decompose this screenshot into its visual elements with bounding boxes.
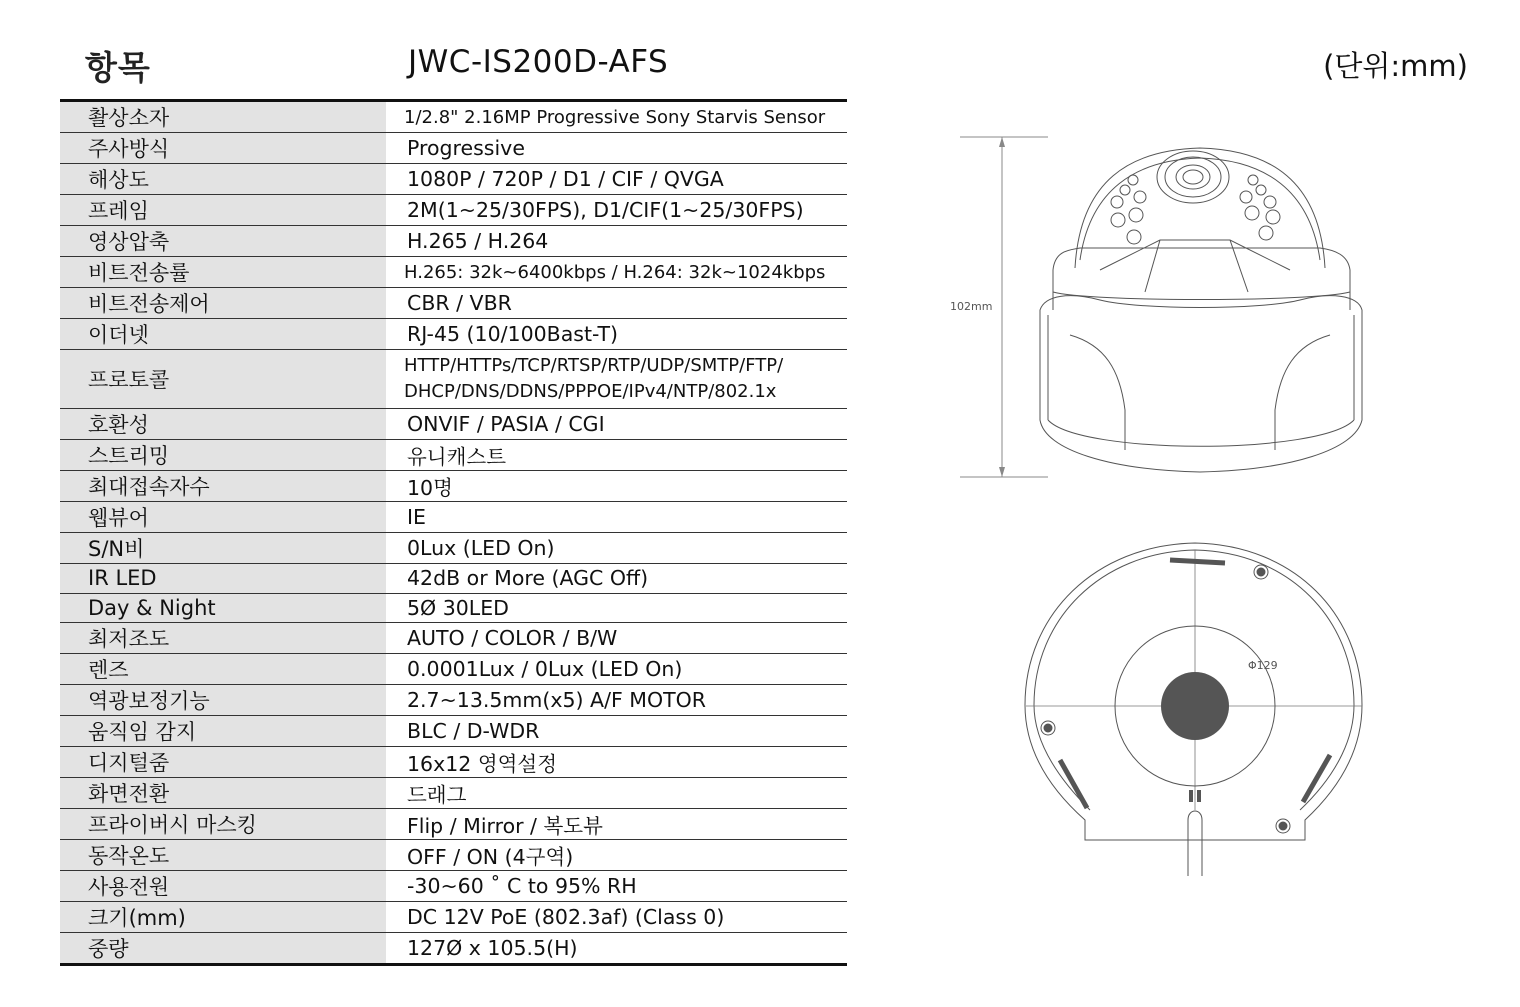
spec-value: ONVIF / PASIA / CGI (386, 409, 847, 440)
spec-row (60, 933, 847, 965)
spec-row (60, 533, 847, 564)
spec-value: Flip / Mirror / 복도뷰 (386, 809, 847, 840)
spec-label: 웹뷰어 (60, 502, 386, 533)
diameter-dimension-label: Φ129 (1248, 659, 1278, 672)
spec-row (60, 840, 847, 871)
spec-value: 127Ø x 105.5(H) (407, 936, 578, 960)
spec-label: 최저조도 (60, 623, 386, 654)
spec-value: H.265: 32k~6400kbps / H.264: 32k~1024kbps (386, 257, 847, 288)
spec-label: 호환성 (60, 409, 386, 440)
spec-label: 중량 (60, 933, 386, 965)
height-dimension-label: 102mm (950, 300, 993, 313)
spec-label: 프로토콜 (60, 350, 386, 409)
spec-row (60, 871, 847, 902)
spec-row (60, 809, 847, 840)
camera-side-view (960, 137, 1362, 477)
spec-row (60, 564, 847, 594)
spec-row (60, 747, 847, 778)
spec-label: S/N비 (60, 533, 386, 564)
spec-value: 1/2.8" 2.16MP Progressive Sony Starvis Sensor (386, 101, 847, 133)
spec-label: 해상도 (60, 164, 386, 195)
spec-label: 사용전원 (60, 871, 386, 902)
spec-row (60, 654, 847, 685)
spec-row (60, 716, 847, 747)
spec-value: IE (386, 502, 847, 533)
spec-row (60, 685, 847, 716)
spec-label: 역광보정기능 (60, 685, 386, 716)
spec-value: OFF / ON (4구역) (386, 840, 847, 871)
spec-label: 프레임 (60, 195, 386, 226)
spec-label: 동작온도 (60, 840, 386, 871)
spec-label: Day & Night (60, 593, 386, 623)
spec-row (60, 101, 847, 133)
spec-value: DC 12V PoE (802.3af) (Class 0) (386, 902, 847, 933)
spec-row (60, 350, 847, 409)
spec-row (60, 502, 847, 533)
spec-value-line: DHCP/DNS/DDNS/PPPOE/IPv4/NTP/802.1x (404, 381, 777, 402)
spec-value: 1080P / 720P / D1 / CIF / QVGA (386, 164, 847, 195)
spec-row (60, 471, 847, 502)
spec-row (60, 195, 847, 226)
spec-row (60, 288, 847, 319)
spec-label: 크기(mm) (60, 902, 386, 933)
spec-label: 움직임 감지 (60, 716, 386, 747)
spec-label: 최대접속자수 (60, 471, 386, 502)
spec-label: 화면전환 (60, 778, 386, 809)
spec-label: IR LED (60, 564, 386, 594)
spec-value: RJ-45 (10/100Bast-T) (386, 319, 847, 350)
spec-label: 이더넷 (60, 319, 386, 350)
spec-table (60, 99, 847, 966)
spec-value: 42dB or More (AGC Off) (386, 564, 847, 594)
spec-row (60, 133, 847, 164)
spec-value: BLC / D-WDR (386, 716, 847, 747)
spec-row (60, 164, 847, 195)
spec-row (60, 623, 847, 654)
spec-value: 10명 (386, 471, 847, 502)
spec-value: H.265 / H.264 (386, 226, 847, 257)
spec-value: Progressive (386, 133, 847, 164)
spec-label: 비트전송률 (60, 257, 386, 288)
spec-row (60, 226, 847, 257)
spec-value: 16x12 영역설정 (386, 747, 847, 778)
spec-value: 2.7~13.5mm(x5) A/F MOTOR (386, 685, 847, 716)
header-model-name: JWC-IS200D-AFS (408, 44, 669, 80)
spec-row (60, 593, 847, 623)
spec-value: AUTO / COLOR / B/W (386, 623, 847, 654)
spec-label: 프라이버시 마스킹 (60, 809, 386, 840)
spec-row (60, 257, 847, 288)
spec-label: 디지털줌 (60, 747, 386, 778)
spec-row (60, 409, 847, 440)
spec-value: 0.0001Lux / 0Lux (LED On) (386, 654, 847, 685)
spec-value: 유니캐스트 (386, 440, 847, 471)
camera-drawing (930, 120, 1410, 890)
header-unit-label: (단위:mm) (1323, 49, 1468, 83)
spec-label: 영상압축 (60, 226, 386, 257)
header-item-label: 항목 (85, 48, 151, 87)
spec-value (386, 350, 847, 409)
spec-row (60, 319, 847, 350)
spec-label: 스트리밍 (60, 440, 386, 471)
spec-label: 주사방식 (60, 133, 386, 164)
spec-value-line: HTTP/HTTPs/TCP/RTSP/RTP/UDP/SMTP/FTP/ (404, 355, 784, 376)
spec-label: 렌즈 (60, 654, 386, 685)
spec-row (60, 778, 847, 809)
spec-value: 2M(1~25/30FPS), D1/CIF(1~25/30FPS) (386, 195, 847, 226)
spec-row (60, 440, 847, 471)
spec-label: 비트전송제어 (60, 288, 386, 319)
spec-value: CBR / VBR (386, 288, 847, 319)
spec-value: -30~60 ˚ C to 95% RH (386, 871, 847, 902)
spec-label: 촬상소자 (60, 101, 386, 133)
spec-value: 0Lux (LED On) (386, 533, 847, 564)
spec-value: 드래그 (386, 778, 847, 809)
spec-row (60, 902, 847, 933)
camera-top-view (1025, 543, 1362, 876)
spec-value: 5Ø 30LED (386, 593, 847, 623)
